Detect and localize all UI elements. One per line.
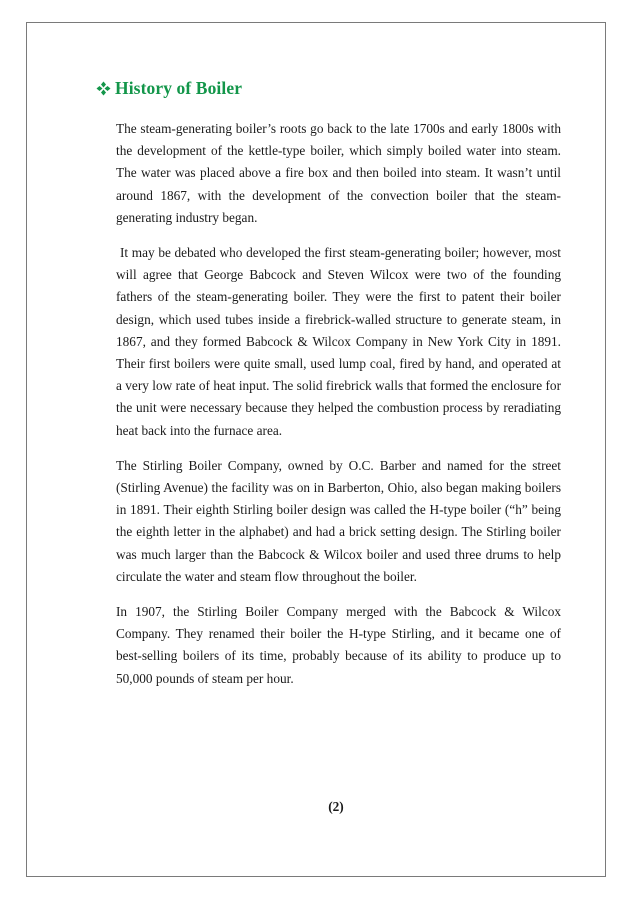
diamond-bullet-icon [96, 81, 111, 96]
paragraph-1: The steam-generating boiler’s roots go back to the late 1700s and early 1800s with the development of the kettle-type boiler, which simply boiled water into steam. The water was placed above a fire box and then boiled into steam. It wasn’t until around 1867, with the development of the convection boiler that the steam-generating industry began. [116, 121, 561, 225]
paragraph-2: It may be debated who developed the first steam-generating boiler; however, most will agree that George Babcock and Steven Wilcox were two of the founding fathers of the steam-generating boiler. They were the first to patent their boiler design, which used tubes inside a firebrick-walled structure to generate steam, in 1867, and they formed Babcock & Wilcox Company in New York City in 1891. Their first boilers were quite small, used lump coal, fired by hand, and operated at a very low rate of heat input. The solid firebrick walls that formed the enclosure for the unit were necessary because they helped the combustion process by reradiating heat back into the furnace area. [116, 245, 561, 438]
page-number: (2) [328, 799, 344, 814]
paragraph-3: The Stirling Boiler Company, owned by O.C. Barber and named for the street (Stirling Avenue) the facility was on in Barberton, Ohio, also began making boilers in 1891. Their eighth Stirling boiler design was called the H-type boiler (“h” being the eighth letter in the alphabet) and had a brick setting design. The Stirling boiler was much larger than the Babcock & Wilcox boiler and used three drums to help circulate the water and steam flow throughout the boiler. [116, 457, 561, 584]
section-heading [96, 78, 242, 99]
body-text [116, 118, 561, 703]
paragraph-4: In 1907, the Stirling Boiler Company merged with the Babcock & Wilcox Company. They renamed their boiler the H-type Stirling, and it became one of best-selling boilers of its time, probably because of its ability to produce up to 50,000 pounds of steam per hour. [116, 604, 561, 686]
section-title: History of Boiler [115, 78, 243, 98]
